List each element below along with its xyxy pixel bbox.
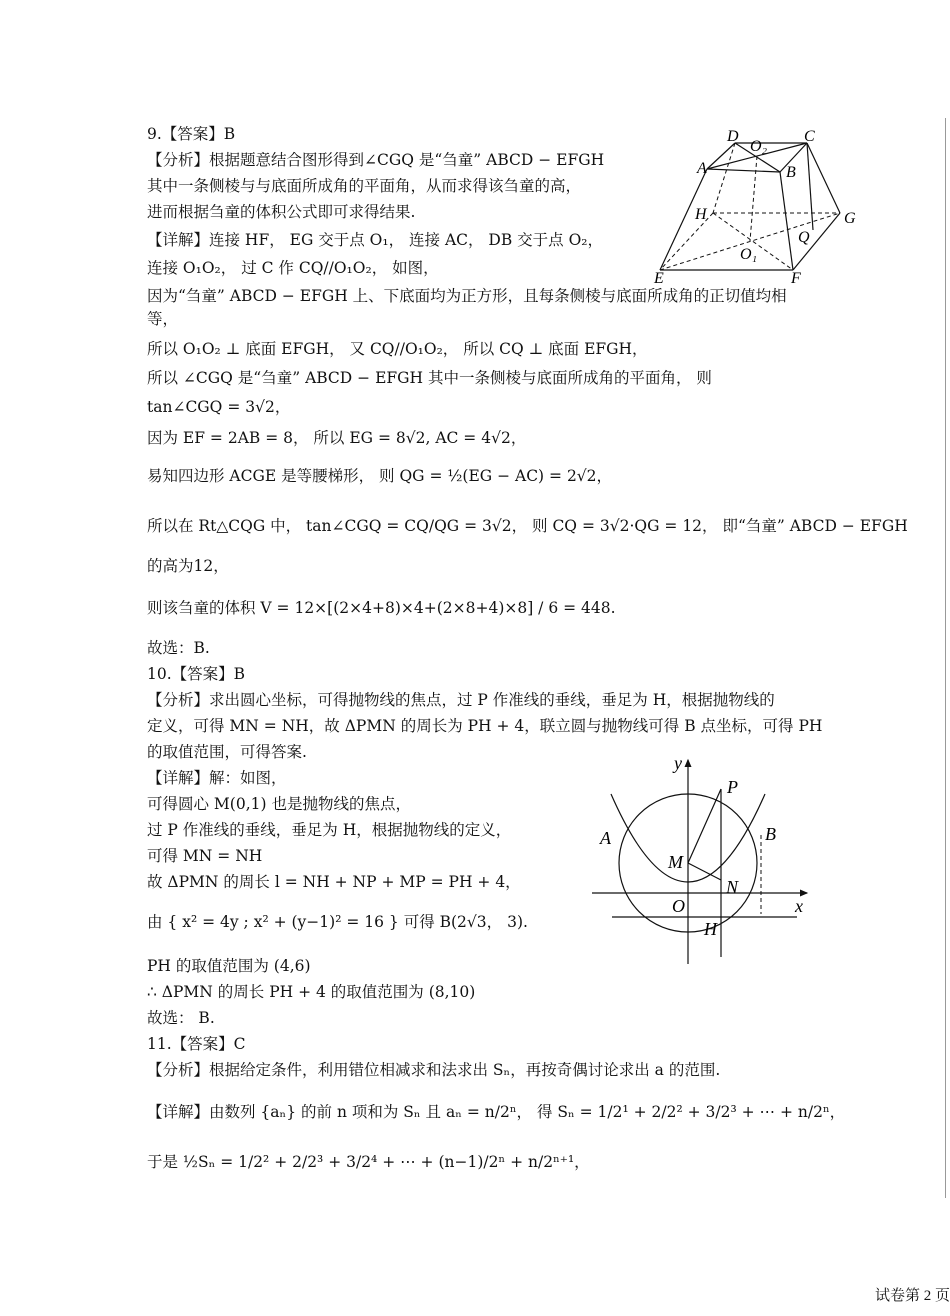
fig1-label-B: B (786, 164, 796, 181)
q11-answer: 11.【答案】C (147, 1035, 246, 1053)
parabola-figure (592, 752, 817, 974)
q9-detail-4: 等， (147, 310, 179, 328)
fig1-label-O1: O₁ (740, 246, 758, 263)
fig2-label-H: H (704, 919, 717, 939)
q10-detail-6: PH 的取值范围为 (4,6) (147, 957, 311, 975)
q9-detail-5: 所以 O₁O₂ ⊥ 底面 EFGH， 又 CQ//O₁O₂， 所以 CQ ⊥ 底面 EFGH， (147, 340, 648, 358)
fig2-label-y: y (674, 753, 682, 773)
q9-detail-2: 连接 O₁O₂， 过 C 作 CQ//O₁O₂， 如图， (147, 259, 439, 277)
q10-choice: 故选： B. (147, 1009, 215, 1027)
q9-volume: 则该刍童的体积 V = 12×[(2×4+8)×4+(2×8+4)×8] / 6 = 448. (147, 599, 616, 617)
q9-detail-8: 因为 EF = 2AB = 8， 所以 EG = 8√2, AC = 4√2， (147, 429, 527, 447)
q9-detail-9: 易知四边形 ACGE 是等腰梯形， 则 QG = ½(EG − AC) = 2√2， (147, 467, 613, 485)
q10-detail-3: 过 P 作准线的垂线，垂足为 H，根据抛物线的定义， (147, 821, 512, 839)
fig1-label-H: H (695, 206, 707, 223)
q10-detail-7: ∴ ΔPMN 的周长 PH + 4 的取值范围为 (8,10) (147, 983, 476, 1001)
fig2-label-B: B (765, 824, 776, 844)
q9-detail-3: 因为“刍童” ABCD − EFGH 上、下底面均为正方形，且每条侧棱与底面所成角的正切值均相 (147, 287, 787, 305)
q10-detail-1: 【详解】解：如图， (147, 769, 287, 787)
q10-system: 由 { x² = 4y ; x² + (y−1)² = 16 } 可得 B(2√3， 3). (147, 913, 528, 931)
q9-analysis-3: 进而根据刍童的体积公式即可求得结果. (147, 203, 416, 221)
q10-detail-5: 故 ΔPMN 的周长 l = NH + NP + MP = PH + 4， (147, 873, 521, 891)
q9-choice: 故选：B. (147, 639, 210, 657)
fig2-label-N: N (726, 877, 739, 897)
q9-analysis-2: 其中一条侧棱与与底面所成角的平面角，从而求得该刍童的高， (147, 177, 582, 195)
q9-detail-1: 【详解】连接 HF， EG 交于点 O₁， 连接 AC， DB 交于点 O₂， (147, 231, 604, 249)
fig2-label-P: P (727, 777, 738, 797)
q10-detail-4: 可得 MN = NH (147, 847, 263, 865)
fig1-label-F: F (791, 270, 801, 285)
fig1-label-G: G (844, 210, 856, 227)
q10-detail-2: 可得圆心 M(0,1) 也是抛物线的焦点， (147, 795, 411, 813)
q9-answer: 9.【答案】B (147, 125, 236, 143)
fig1-label-Q: Q (798, 229, 810, 246)
right-margin-rule (945, 118, 946, 1198)
page-footer: 试卷第 2 页 (874, 1288, 950, 1304)
fig2-label-M: M (668, 852, 683, 872)
q9-analysis-1: 【分析】根据题意结合图形得到∠CGQ 是“刍童” ABCD − EFGH (147, 151, 605, 169)
q10-analysis-1: 【分析】求出圆心坐标，可得抛物线的焦点，过 P 作准线的垂线，垂足为 H，根据抛物线的 (147, 691, 775, 709)
fig2-label-O: O (672, 896, 685, 916)
q11-detail-2: 于是 ½Sₙ = 1/2² + 2/2³ + 3/2⁴ + ⋯ + (n−1)/2ⁿ + n/2ⁿ⁺¹， (147, 1153, 590, 1171)
q9-detail-6: 所以 ∠CGQ 是“刍童” ABCD − EFGH 其中一条侧棱与底面所成角的平面角， 则 (147, 369, 712, 387)
fig1-label-O2: O₂ (750, 138, 768, 155)
q9-detail-10: 所以在 Rt△CQG 中， tan∠CGQ = CQ/QG = 3√2， 则 CQ = 3√2·QG = 12， 即“刍童” ABCD − EFGH (147, 517, 908, 535)
fig2-label-x: x (795, 896, 803, 916)
fig1-label-C: C (804, 128, 815, 145)
fig2-label-A: A (600, 828, 611, 848)
q11-detail-1: 【详解】由数列 {aₙ} 的前 n 项和为 Sₙ 且 aₙ = n/2ⁿ， 得 Sₙ = 1/2¹ + 2/2² + 3/2³ + ⋯ + n/2ⁿ， (147, 1103, 846, 1121)
fig1-label-D: D (727, 128, 739, 145)
q10-answer: 10.【答案】B (147, 665, 246, 683)
q10-analysis-3: 的取值范围，可得答案. (147, 743, 307, 761)
q9-detail-11: 的高为12， (147, 557, 229, 575)
frustum-figure (650, 125, 870, 285)
q9-detail-7: tan∠CGQ = 3√2， (147, 398, 291, 416)
fig1-label-A: A (697, 160, 707, 177)
q10-analysis-2: 定义，可得 MN = NH，故 ΔPMN 的周长为 PH + 4，联立圆与抛物线可得 B 点坐标，可得 PH (147, 717, 823, 735)
fig1-label-E: E (654, 270, 664, 285)
q11-analysis: 【分析】根据给定条件，利用错位相减求和法求出 Sₙ，再按奇偶讨论求出 a 的范围. (147, 1061, 721, 1079)
